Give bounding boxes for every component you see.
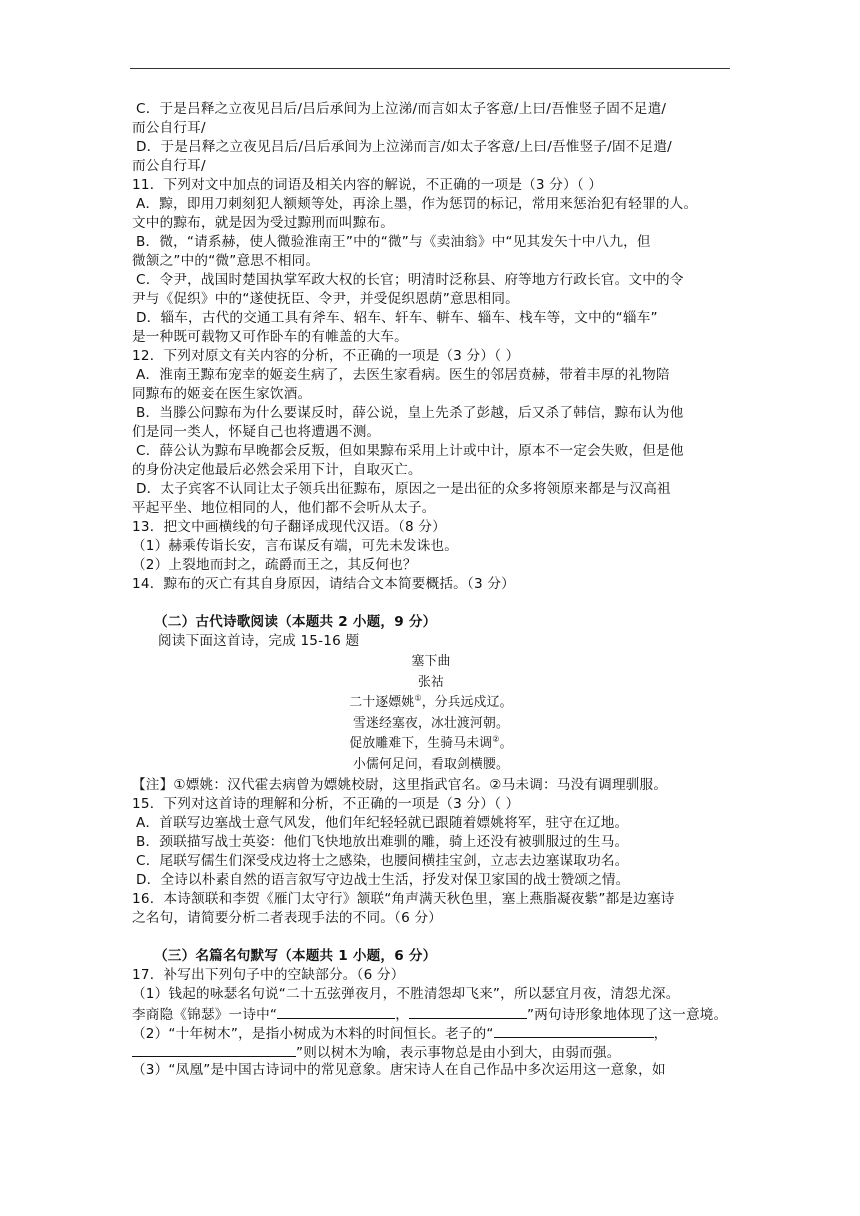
option-text: 的身份决定他最后必然会采用下计，自取灭亡。 bbox=[132, 462, 422, 478]
option-text: A．淮南王黥布宠幸的姬妾生病了，去医生家看病。医生的邻居贲赫，带着丰厚的礼物陪 bbox=[136, 367, 670, 383]
question-17-item: 李商隐《锦瑟》一诗中“ ， ”两句诗形象地体现了这一意境。 bbox=[132, 1004, 730, 1023]
option-text: D．全诗以朴素自然的语言叙写守边战士生活，抒发对保卫家国的战士赞颂之情。 bbox=[136, 872, 630, 888]
question-13-item: （2）上裂地而封之，疏爵而王之，其反何也？ bbox=[132, 557, 417, 573]
poem-line: 二十逐嫖姚①，分兵远戍辽。 bbox=[349, 693, 513, 710]
option-text: D．于是吕释之立夜见吕后/吕后承间为上泣涕而言/如太子客意/上曰/吾惟竖子/固不足遣/ bbox=[136, 139, 672, 155]
question-17-item: （1）钱起的咏瑟名句说“二十五弦弹夜月，不胜清怨却飞来”，所以瑟宜月夜，清怨尤深。 bbox=[132, 986, 680, 1002]
option-text: C．薛公认为黥布早晚都会反叛，但如果黥布采用上计或中计，原本不一定会失败，但是他 bbox=[136, 443, 684, 459]
option-text: 们是同一类人，怀疑自己也将遭遇不测。 bbox=[132, 424, 381, 440]
option-text: 文中的黥布，就是因为受过黥刑而叫黥布。 bbox=[132, 215, 395, 231]
section-title: （二）古代诗歌阅读（本题共 2 小题，9 分） bbox=[154, 614, 437, 630]
option-text: C．于是吕释之立夜见吕后/吕后承间为上泣涕/而言如太子客意/上曰/吾惟竖子固不足遣/ bbox=[136, 101, 667, 117]
document-body bbox=[132, 100, 730, 1080]
header-rule bbox=[130, 68, 730, 69]
question-16: 之名句，请简要分析二者表现手法的不同。（6 分） bbox=[132, 910, 443, 926]
option-text: C．令尹，战国时楚国执掌军政大权的长官；明清时泛称县、府等地方行政长官。文中的令 bbox=[136, 272, 684, 288]
option-text: D．辎车，古代的交通工具有斧车、轺车、轩车、軿车、辎车、栈车等，文中的“辎车” bbox=[136, 310, 658, 326]
section-intro: 阅读下面这首诗，完成 15-16 题 bbox=[158, 633, 360, 649]
option-text: A．首联写边塞战士意气风发，他们年纪轻轻就已跟随着嫖姚将军，驻守在辽地。 bbox=[136, 815, 629, 831]
answer-blank[interactable] bbox=[494, 1023, 654, 1038]
question-17-item: （3）“凤凰”是中国古诗词中的常见意象。唐宋诗人在自己作品中多次运用这一意象，如 bbox=[132, 1062, 666, 1078]
question-15: 15．下列对这首诗的理解和分析，不正确的一项是（3 分）（ ） bbox=[132, 796, 520, 812]
poem-note: 【注】①嫖姚：汉代霍去病曾为嫖姚校尉，这里指武官名。②马未调：马没有调理驯服。 bbox=[132, 777, 668, 793]
option-text: A．黥，即用刀刺刻犯人额颊等处，再涂上墨，作为惩罚的标记，常用来惩治犯有轻罪的人。 bbox=[136, 196, 698, 212]
option-text: 同黥布的姬妾在医生家饮酒。 bbox=[132, 386, 312, 402]
option-text: 尹与《促织》中的“遂使抚臣、令尹，并受促织恩荫”意思相同。 bbox=[132, 291, 519, 307]
question-12: 12．下列对原文有关内容的分析，不正确的一项是（3 分）（ ） bbox=[132, 348, 520, 364]
question-17: 17．补写出下列句子中的空缺部分。（6 分） bbox=[132, 967, 405, 983]
answer-blank[interactable] bbox=[409, 1004, 527, 1019]
option-text: B．颈联描写战士英姿：他们飞快地放出难驯的雕，骑上还没有被驯服过的生马。 bbox=[136, 834, 629, 850]
option-text: B．微，“请系赫，使人微验淮南王”中的“微”与《卖油翁》中“见其发矢十中八九，但 bbox=[136, 234, 651, 250]
option-text: 平起平坐、地位相同的人，他们都不会听从太子。 bbox=[132, 500, 436, 516]
question-17-item: ”则以树木为喻，表示事物总是由小到大，由弱而强。 bbox=[132, 1042, 730, 1061]
poem-author: 张祜 bbox=[418, 674, 444, 690]
option-text: 微颔之”中的“微”意思不相同。 bbox=[132, 253, 320, 269]
poem bbox=[132, 652, 730, 775]
question-16: 16．本诗颔联和李贺《雁门太守行》颔联“角声满天秋色里，塞上燕脂凝夜紫”都是边塞诗 bbox=[132, 891, 675, 907]
poem-line: 雪迷经塞夜，冰壮渡河朝。 bbox=[353, 715, 509, 731]
section-title: （三）名篇名句默写（本题共 1 小题，6 分） bbox=[154, 948, 437, 964]
option-text: 是一种既可载物又可作卧车的有帷盖的大车。 bbox=[132, 329, 408, 345]
question-13: 13．把文中画横线的句子翻译成现代汉语。（8 分） bbox=[132, 519, 446, 535]
option-text: 而公自行耳/ bbox=[132, 120, 206, 136]
answer-blank[interactable] bbox=[132, 1042, 296, 1057]
answer-blank[interactable] bbox=[277, 1004, 395, 1019]
option-text: 而公自行耳/ bbox=[132, 158, 206, 174]
question-17-item: （2）“十年树木”，是指小树成为木料的时间恒长。老子的“ ， bbox=[132, 1023, 730, 1042]
poem-title: 塞下曲 bbox=[411, 654, 451, 669]
question-13-item: （1）赫乘传诣长安，言布谋反有端，可先未发诛也。 bbox=[132, 538, 459, 554]
option-text: D．太子宾客不认同让太子领兵出征黥布，原因之一是出征的众多将领原来都是与汉高祖 bbox=[136, 481, 671, 497]
poem-line: 小儒何足问，看取剑横腰。 bbox=[353, 756, 509, 772]
option-text: B．当滕公问黥布为什么要谋反时，薛公说，皇上先杀了彭越，后又杀了韩信，黥布认为他 bbox=[136, 405, 684, 421]
poem-line: 促放雕难下，生骑马未调②。 bbox=[349, 734, 513, 751]
question-14: 14．黥布的灭亡有其自身原因，请结合文本简要概括。（3 分） bbox=[132, 576, 515, 592]
question-11: 11．下列对文中加点的词语及相关内容的解说，不正确的一项是（3 分）（ ） bbox=[132, 177, 603, 193]
option-text: C．尾联写儒生们深受戍边将士之感染，也腰间横挂宝剑，立志去边塞谋取功名。 bbox=[136, 853, 629, 869]
